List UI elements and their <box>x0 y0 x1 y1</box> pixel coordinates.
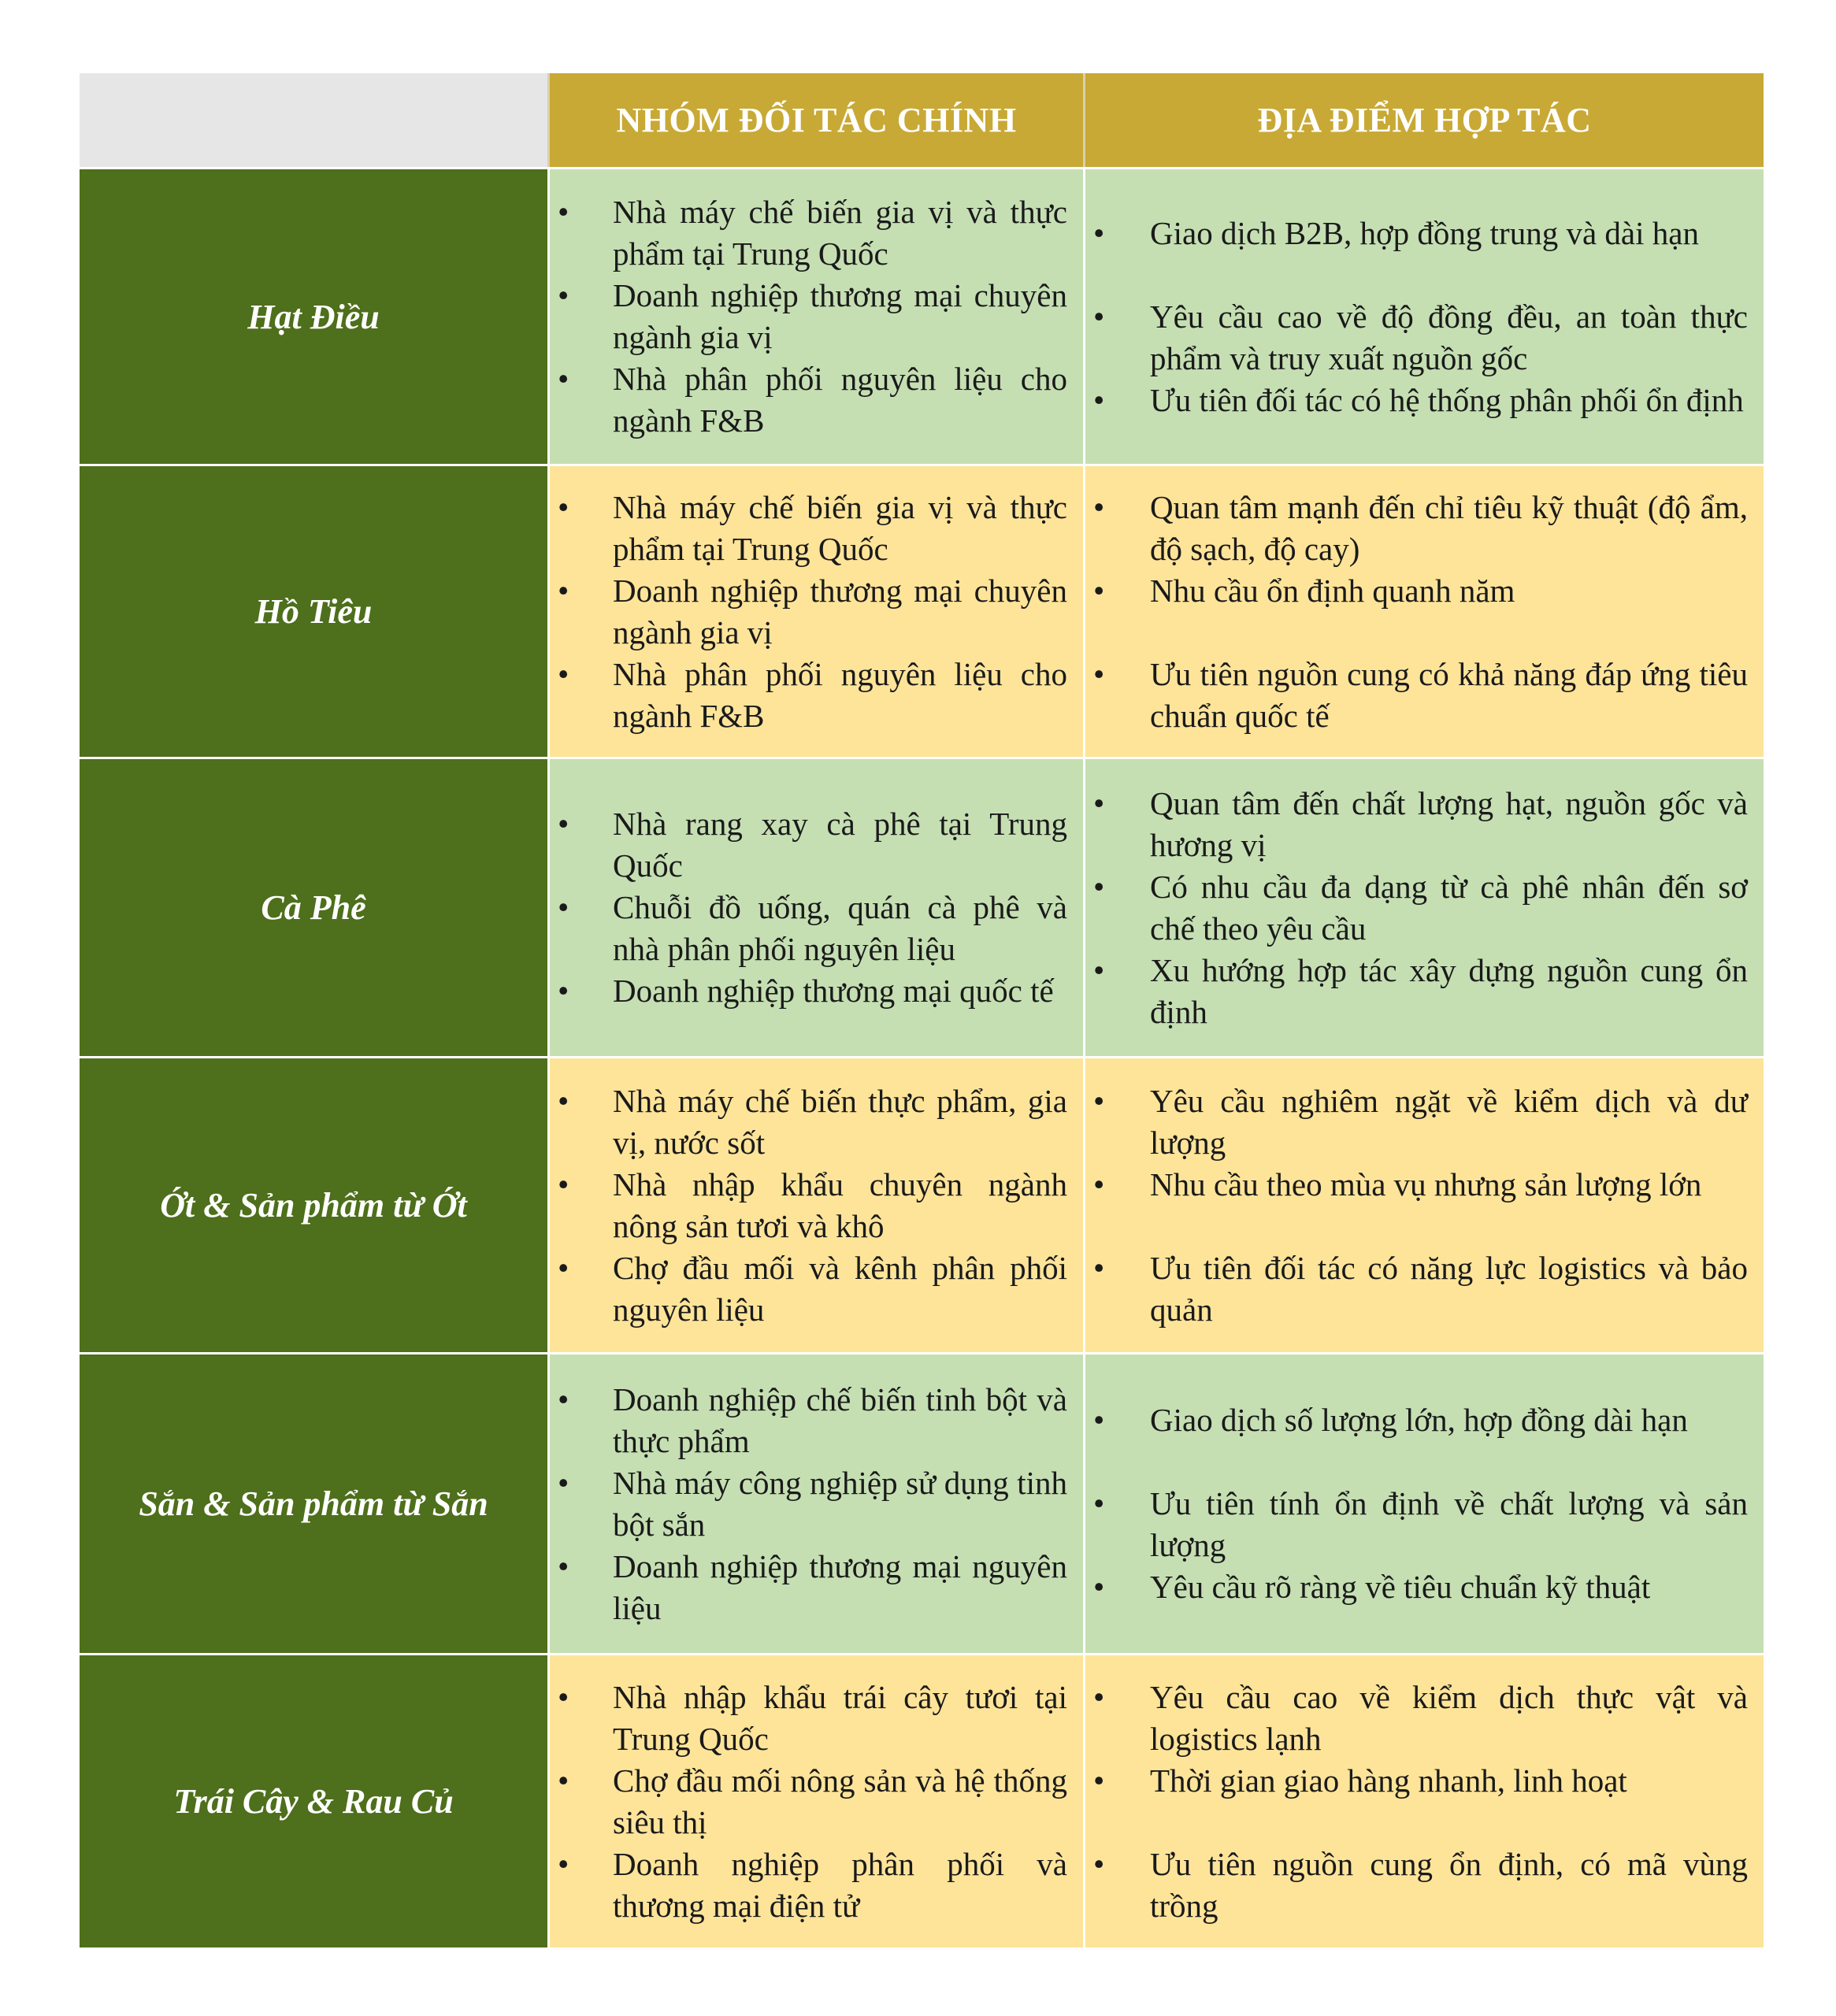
partners-cell <box>547 464 1083 757</box>
locations-list <box>1085 487 1764 737</box>
list-item: • Quan tâm đến chất lượng hạt, nguồn gốc và hương vị <box>1085 783 1748 866</box>
partners-cell <box>547 1653 1083 1947</box>
list-item: • Có nhu cầu đa dạng từ cà phê nhân đến sơ chế theo yêu cầu <box>1085 866 1748 950</box>
list-item: • Nhà phân phối nguyên liệu cho ngành F&B <box>550 654 1067 737</box>
list-item: • Nhu cầu ổn định quanh năm <box>1085 570 1748 612</box>
list-item: • Nhà máy chế biến thực phẩm, gia vị, nước sốt <box>550 1080 1067 1164</box>
partners-list <box>550 191 1083 442</box>
partners-list <box>550 803 1083 1012</box>
row-product-label: Cà Phê <box>80 757 547 1056</box>
row-product-label: Trái Cây & Rau Củ <box>80 1653 547 1947</box>
list-item: • Giao dịch B2B, hợp đồng trung và dài hạn <box>1085 213 1748 254</box>
locations-cell <box>1083 167 1764 464</box>
partners-list <box>550 1080 1083 1331</box>
locations-cell <box>1083 464 1764 757</box>
list-item: • Doanh nghiệp chế biến tinh bột và thực phẩm <box>550 1379 1067 1462</box>
list-item: • Chợ đầu mối và kênh phân phối nguyên liệu <box>550 1247 1067 1331</box>
list-item: • Doanh nghiệp thương mại quốc tế <box>550 970 1067 1012</box>
list-item: • Doanh nghiệp phân phối và thương mại điện tử <box>550 1844 1067 1927</box>
locations-cell <box>1083 1653 1764 1947</box>
row-product-label: Hạt Điều <box>80 167 547 464</box>
list-item: • Yêu cầu rõ ràng về tiêu chuẩn kỹ thuật <box>1085 1566 1748 1608</box>
locations-list <box>1085 213 1764 421</box>
row-product-label: Ớt & Sản phẩm từ Ớt <box>80 1056 547 1352</box>
list-item: • Doanh nghiệp thương mại chuyên ngành gia vị <box>550 570 1067 654</box>
list-item: • Giao dịch số lượng lớn, hợp đồng dài hạn <box>1085 1399 1748 1441</box>
list-item: • Ưu tiên nguồn cung có khả năng đáp ứng tiêu chuẩn quốc tế <box>1085 654 1748 737</box>
list-item: • Nhà máy công nghiệp sử dụng tinh bột sắn <box>550 1462 1067 1546</box>
list-item: • Nhà phân phối nguyên liệu cho ngành F&B <box>550 358 1067 442</box>
list-item: • Chợ đầu mối nông sản và hệ thống siêu thị <box>550 1760 1067 1844</box>
partner-table <box>80 73 1764 1947</box>
partners-cell <box>547 757 1083 1056</box>
list-item: • Chuỗi đồ uống, quán cà phê và nhà phân phối nguyên liệu <box>550 887 1067 970</box>
partners-list <box>550 1379 1083 1629</box>
list-item: • Nhà nhập khẩu chuyên ngành nông sản tươi và khô <box>550 1164 1067 1247</box>
partners-cell <box>547 167 1083 464</box>
list-item: • Nhu cầu theo mùa vụ nhưng sản lượng lớn <box>1085 1164 1748 1206</box>
list-item: • Yêu cầu cao về kiểm dịch thực vật và logistics lạnh <box>1085 1677 1748 1760</box>
partners-list <box>550 487 1083 737</box>
row-product-label: Hồ Tiêu <box>80 464 547 757</box>
list-item: • Ưu tiên đối tác có hệ thống phân phối ổn định <box>1085 380 1748 421</box>
partners-cell <box>547 1352 1083 1653</box>
list-item: • Nhà nhập khẩu trái cây tươi tại Trung Quốc <box>550 1677 1067 1760</box>
list-item: • Ưu tiên tính ổn định về chất lượng và sản lượng <box>1085 1483 1748 1566</box>
list-item: • Thời gian giao hàng nhanh, linh hoạt <box>1085 1760 1748 1802</box>
list-item: • Doanh nghiệp thương mại nguyên liệu <box>550 1546 1067 1629</box>
header-corner-cell <box>80 73 547 167</box>
list-item: • Yêu cầu cao về độ đồng đều, an toàn thực phẩm và truy xuất nguồn gốc <box>1085 296 1748 380</box>
row-product-label: Sắn & Sản phẩm từ Sắn <box>80 1352 547 1653</box>
partners-list <box>550 1677 1083 1927</box>
list-item: • Ưu tiên nguồn cung ổn định, có mã vùng trồng <box>1085 1844 1748 1927</box>
list-item: • Nhà máy chế biến gia vị và thực phẩm tại Trung Quốc <box>550 487 1067 570</box>
locations-list <box>1085 1080 1764 1331</box>
partners-cell <box>547 1056 1083 1352</box>
header-locations: ĐỊA ĐIỂM HỢP TÁC <box>1083 73 1764 167</box>
locations-cell <box>1083 757 1764 1056</box>
locations-list <box>1085 1399 1764 1608</box>
locations-cell <box>1083 1352 1764 1653</box>
header-partners: NHÓM ĐỐI TÁC CHÍNH <box>547 73 1083 167</box>
list-item: • Nhà máy chế biến gia vị và thực phẩm tại Trung Quốc <box>550 191 1067 275</box>
locations-list <box>1085 783 1764 1033</box>
list-item: • Yêu cầu nghiêm ngặt về kiểm dịch và dư lượng <box>1085 1080 1748 1164</box>
list-item: • Doanh nghiệp thương mại chuyên ngành gia vị <box>550 275 1067 358</box>
list-item: • Nhà rang xay cà phê tại Trung Quốc <box>550 803 1067 887</box>
locations-cell <box>1083 1056 1764 1352</box>
list-item: • Quan tâm mạnh đến chỉ tiêu kỹ thuật (độ ẩm, độ sạch, độ cay) <box>1085 487 1748 570</box>
list-item: • Ưu tiên đối tác có năng lực logistics và bảo quản <box>1085 1247 1748 1331</box>
list-item: • Xu hướng hợp tác xây dựng nguồn cung ổn định <box>1085 950 1748 1033</box>
locations-list <box>1085 1677 1764 1927</box>
